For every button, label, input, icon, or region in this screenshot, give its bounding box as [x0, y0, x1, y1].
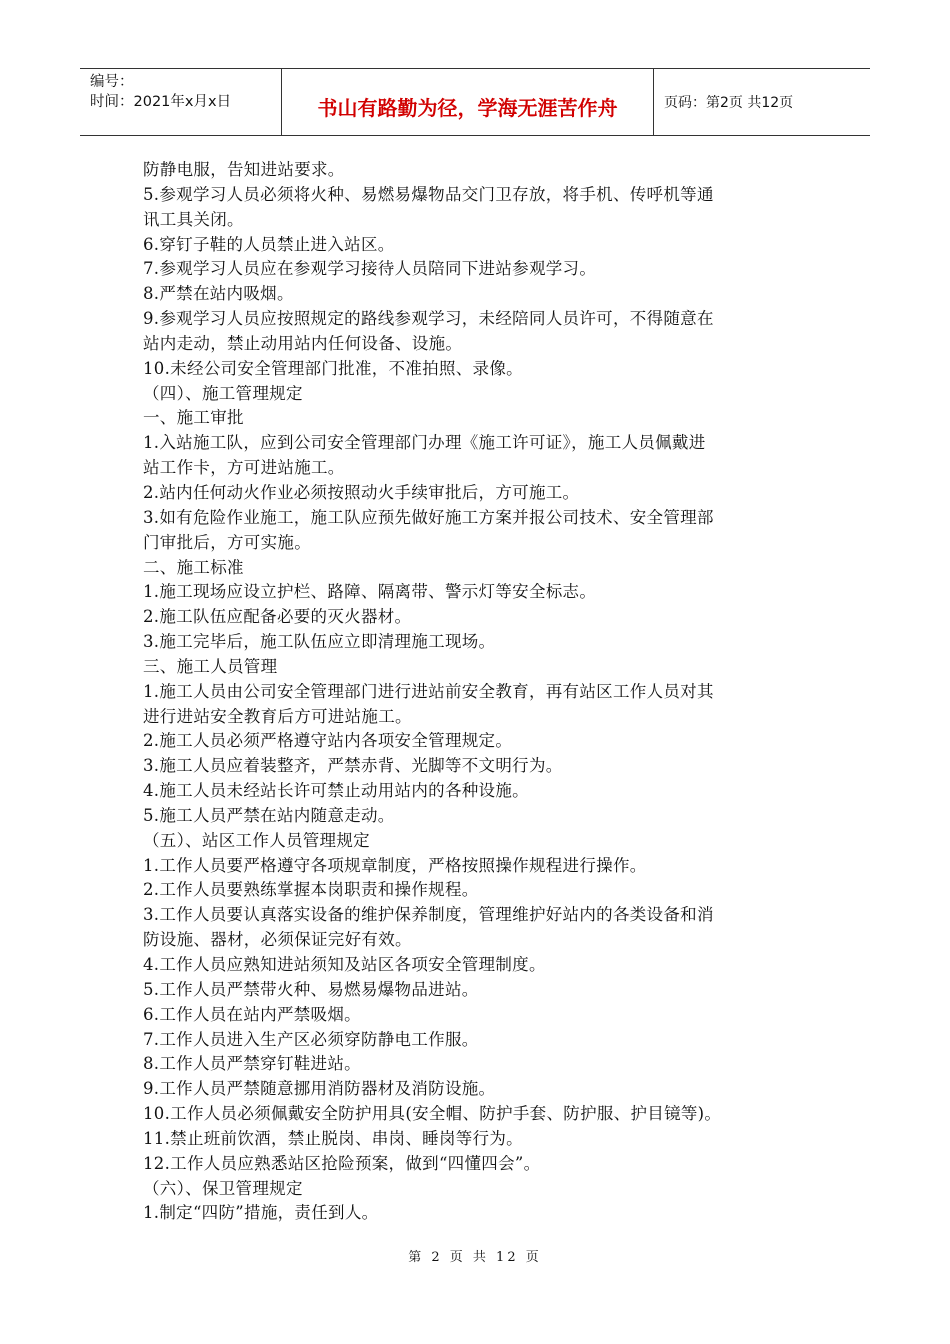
body-text-line: 防静电服，告知进站要求。: [143, 160, 345, 179]
body-text-line: 7.参观学习人员应在参观学习接待人员陪同下进站参观学习。: [143, 259, 597, 279]
header-meta: [80, 69, 282, 135]
body-text-line: 10.未经公司安全管理部门批准，不准拍照、录像。: [143, 358, 523, 378]
body-text-line: 进行进站安全教育后方可进站施工。: [143, 706, 412, 726]
body-text-line: 5.参观学习人员必须将火种、易燃易爆物品交门卫存放，将手机、传呼机等通: [143, 184, 714, 204]
body-text-line: 1.施工人员由公司安全管理部门进行进站前安全教育，再有站区工作人员对其: [143, 681, 714, 701]
body-text-line: 8.严禁在站内吸烟。: [143, 284, 294, 304]
body-text-line: 讯工具关闭。: [143, 209, 244, 229]
body-text-line: 6.穿钉子鞋的人员禁止进入站区。: [143, 234, 395, 254]
body-text-line: 2.施工人员必须严格遵守站内各项安全管理规定。: [143, 731, 513, 751]
body-text-line: 站内走动，禁止动用站内任何设备、设施。: [143, 333, 463, 353]
body-text-line: 门审批后，方可实施。: [143, 532, 311, 552]
body-text-line: 2.站内任何动火作业必须按照动火手续审批后，方可施工。: [143, 482, 580, 502]
body-text-line: 8.工作人员严禁穿钉鞋进站。: [143, 1054, 361, 1074]
body-text-line: 1.工作人员要严格遵守各项规章制度，严格按照操作规程进行操作。: [143, 855, 647, 875]
body-text-line: 3.施工人员应着装整齐，严禁赤背、光脚等不文明行为。: [143, 756, 563, 776]
body-text-line: （五）、站区工作人员管理规定: [143, 830, 370, 850]
body-text-line: 9.工作人员严禁随意挪用消防器材及消防设施。: [143, 1079, 496, 1099]
document-date-label: 时间：2021年x月x日: [90, 94, 232, 110]
body-text-line: （四）、施工管理规定: [143, 383, 303, 403]
body-text-line: 4.施工人员未经站长许可禁止动用站内的各种设施。: [143, 781, 529, 801]
body-text-line: 2.工作人员要熟练掌握本岗职责和操作规程。: [143, 880, 479, 900]
body-text-line: 5.工作人员严禁带火种、易燃易爆物品进站。: [143, 979, 479, 999]
body-text-line: 站工作卡，方可进站施工。: [143, 458, 345, 478]
body-text-line: 1.施工现场应设立护栏、路障、隔离带、警示灯等安全标志。: [143, 582, 597, 602]
body-text-line: 4.工作人员应熟知进站须知及站区各项安全管理制度。: [143, 955, 546, 974]
body-text-line: 三、施工人员管理: [143, 656, 278, 676]
body-text-line: 一、施工审批: [143, 408, 244, 428]
document-body: [143, 158, 813, 1226]
body-text-line: 9.参观学习人员应按照规定的路线参观学习，未经陪同人员许可，不得随意在: [143, 309, 714, 329]
body-text-line: 10.工作人员必须佩戴安全防护用具(安全帽、防护手套、防护服、护目镜等)。: [143, 1104, 722, 1124]
body-text-line: 5.施工人员严禁在站内随意走动。: [143, 805, 395, 825]
body-text-line: 12.工作人员应熟悉站区抢险预案，做到“四懂四会”。: [143, 1153, 541, 1173]
body-text-line: 3.施工完毕后，施工队伍应立即清理施工现场。: [143, 632, 496, 652]
body-text-line: 防设施、器材，必须保证完好有效。: [143, 930, 412, 950]
body-text-line: 3.工作人员要认真落实设备的维护保养制度，管理维护好站内的各类设备和消: [143, 905, 714, 925]
body-text-line: 二、施工标准: [143, 557, 244, 577]
page-footer: 第 2 页 共 12 页: [408, 1250, 542, 1265]
body-text-line: 6.工作人员在站内严禁吸烟。: [143, 1004, 361, 1024]
header-page-info: 页码：第2页 共12页: [664, 95, 794, 111]
body-text-line: 1.制定“四防”措施，责任到人。: [143, 1203, 379, 1223]
body-text-line: 7.工作人员进入生产区必须穿防静电工作服。: [143, 1029, 479, 1049]
body-text-line: 11.禁止班前饮酒，禁止脱岗、串岗、睡岗等行为。: [143, 1128, 523, 1148]
header-motto: 书山有路勤为径，学海无涯苦作舟: [282, 69, 654, 135]
body-text-line: 1.入站施工队，应到公司安全管理部门办理《施工许可证》，施工人员佩戴进: [143, 433, 706, 453]
document-number-label: 编号：: [90, 74, 134, 90]
body-text-line: （六）、保卫管理规定: [143, 1178, 303, 1198]
body-text-line: 2.施工队伍应配备必要的灭火器材。: [143, 607, 412, 627]
page-header: [80, 68, 870, 136]
body-text-line: 3.如有危险作业施工，施工队应预先做好施工方案并报公司技术、安全管理部: [143, 507, 714, 527]
